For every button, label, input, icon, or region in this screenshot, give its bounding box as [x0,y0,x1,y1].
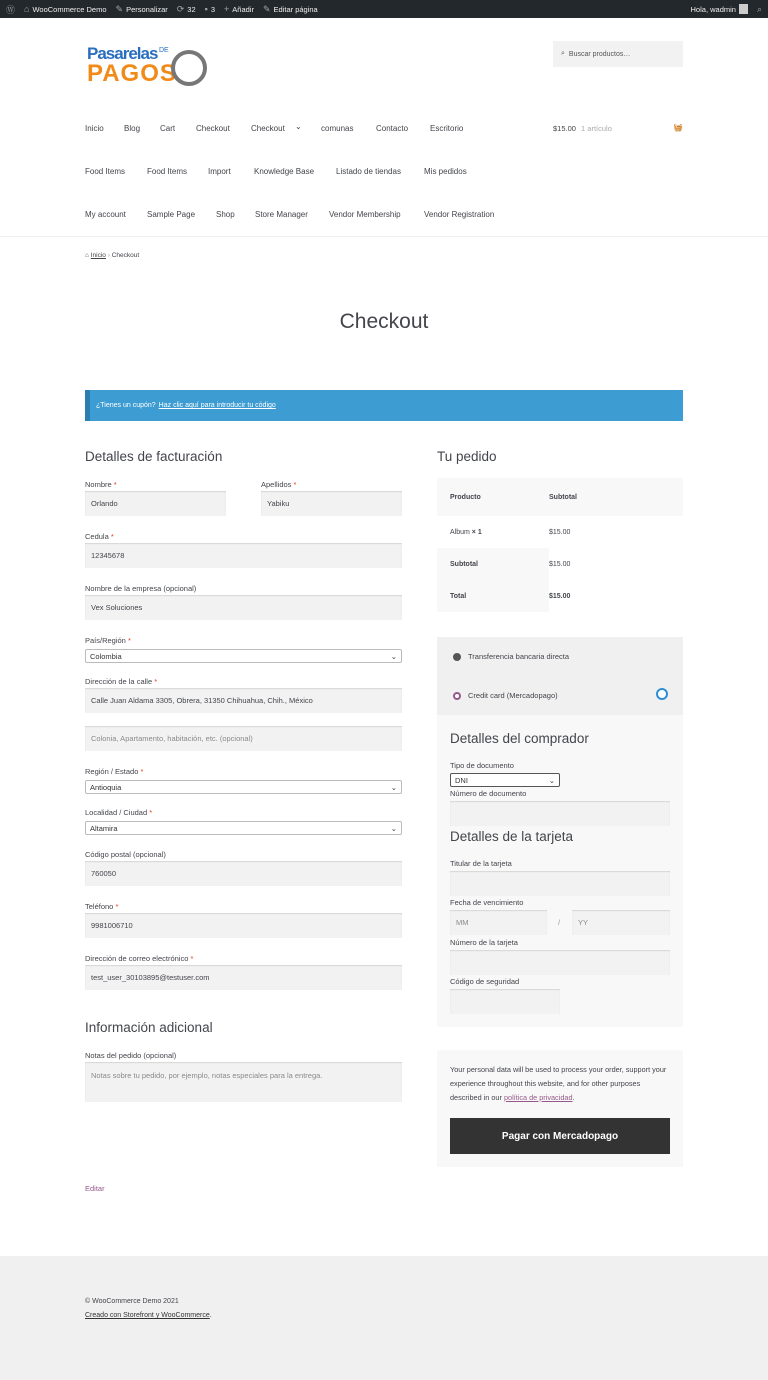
updates-link[interactable] [177,4,196,15]
logo-line1: Pasarelas [87,44,158,63]
chevron-down-icon: ⌄ [390,651,397,661]
cedula-label: Cedula * [85,532,114,541]
additional-title: Información adicional [85,1020,213,1035]
card-number-input[interactable] [450,950,670,975]
updates-icon: ⟳ [176,3,185,14]
telefono-input[interactable]: 9981006710 [85,913,402,938]
apellidos-label: Apellidos * [261,480,297,489]
nav-inicio[interactable]: Inicio [85,124,104,133]
account-menu[interactable] [691,4,748,14]
customize-label: Personalizar [126,4,168,14]
add-new-link[interactable] [224,4,254,14]
search-icon: ⌕ [561,50,565,57]
pencil-icon: ✎ [262,3,271,14]
exp-slash: / [558,918,561,927]
cvv-input[interactable] [450,989,560,1014]
wordpress-logo-icon[interactable]: Ⓦ [6,4,16,15]
search-input[interactable] [553,41,683,67]
chevron-down-icon: ⌄ [390,823,397,833]
ciudad-select[interactable]: Altamira ⌄ [85,821,402,835]
doc-type-label: Tipo de documento [450,761,514,770]
privacy-text: Your personal data will be used to process your order, support your experience throughout this website, and for other purposes described in our política de privacidad. [450,1065,667,1102]
admin-bar [0,0,768,18]
site-logo[interactable] [87,44,212,92]
col-product: Producto [450,493,481,501]
comment-icon: ▪ [204,4,208,14]
subtotal-value: $15.00 [549,560,571,568]
item-qty: × 1 [471,528,482,536]
exp-month-input[interactable]: MM [450,910,547,935]
doc-type-select[interactable]: DNI ⌄ [450,773,560,787]
chevron-down-icon: ⌄ [548,775,555,785]
nav-mis-pedidos[interactable]: Mis pedidos [424,167,467,176]
ciudad-label: Localidad / Ciudad * [85,808,153,817]
apellidos-input[interactable]: Yabiku [261,491,402,516]
order-item-row [437,516,683,548]
add-label: Añadir [232,4,254,14]
edit-label: Editar página [273,4,318,14]
nav-escritorio[interactable]: Escritorio [430,124,464,133]
nav-vendor-registration[interactable]: Vendor Registration [424,210,495,219]
nav-knowledge-base[interactable]: Knowledge Base [254,167,315,176]
place-order-box [437,1050,683,1167]
plus-icon: + [224,4,230,14]
footer-credit: Creado con Storefront y WooCommerce. [85,1312,212,1319]
nombre-input[interactable]: Orlando [85,491,226,516]
col-subtotal: Subtotal [549,493,577,501]
coupon-text: ¿Tienes un cupón? [96,402,156,409]
empresa-input[interactable]: Vex Soluciones [85,595,402,620]
comments-link[interactable] [205,4,215,14]
nav-shop[interactable]: Shop [216,210,235,219]
comments-count: 3 [210,4,216,14]
nombre-label: Nombre * [85,480,117,489]
site-name: WooCommerce Demo [32,4,107,14]
breadcrumb [85,252,139,259]
mercadopago-logo-icon [656,688,668,700]
telefono-label: Teléfono * [85,902,119,911]
coupon-notice [85,390,683,421]
region-select[interactable]: Antioquia ⌄ [85,780,402,794]
customize-link[interactable] [116,4,168,15]
order-table [437,478,683,612]
payment-box [437,637,683,1027]
edit-link[interactable]: Editar [85,1184,105,1193]
basket-icon: 🧺 [673,123,683,132]
postal-input[interactable]: 760050 [85,861,402,886]
breadcrumb-home[interactable]: Inicio [90,252,106,259]
email-input[interactable]: test_user_30103895@testuser.com [85,965,402,990]
nav-food-items[interactable]: Food Items [85,167,126,176]
notes-textarea[interactable]: Notas sobre tu pedido, por ejemplo, notas especiales para la entrega. [85,1062,402,1102]
avatar [739,4,748,14]
item-price: $15.00 [549,528,571,536]
item-name: Album [450,528,470,536]
search-placeholder: Buscar productos… [568,50,631,58]
edit-page-link[interactable] [263,4,318,15]
card-title: Detalles de la tarjeta [450,829,574,844]
chevron-down-icon: ⌄ [390,782,397,792]
breadcrumb-current: Checkout [111,252,140,259]
nav-contacto[interactable]: Contacto [376,124,409,133]
coupon-link[interactable]: Haz clic aquí para introducir tu código [158,402,276,409]
nav-food-items-2[interactable]: Food Items [147,167,188,176]
total-row: Total $15.00 [437,580,683,612]
empresa-label: Nombre de la empresa (opcional) [85,584,197,593]
site-name-link[interactable] [24,4,107,14]
page-title: Checkout [339,310,429,333]
nav-store-manager[interactable]: Store Manager [255,210,308,219]
radio-icon [453,653,461,661]
billing-title: Detalles de facturación [85,449,223,464]
header-cart[interactable] [553,124,683,133]
payment-option-bank[interactable]: Transferencia bancaria directa [453,652,569,661]
nav-vendor-membership[interactable]: Vendor Membership [329,210,401,219]
nav-listado-tiendas[interactable]: Listado de tiendas [336,167,401,176]
nav-comunas[interactable]: comunas [321,124,354,133]
search-icon[interactable]: ⌕ [756,3,762,14]
nav-checkout[interactable]: Checkout [196,124,230,133]
footer-copyright: © WooCommerce Demo 2021 [85,1298,179,1305]
card-number-label: Número de la tarjeta [450,938,518,947]
pais-label: País/Región * [85,636,131,645]
cvv-label: Código de seguridad [450,977,520,986]
updates-count: 32 [187,4,196,14]
email-label: Dirección de correo electrónico * [85,954,194,963]
region-label: Región / Estado * [85,767,144,776]
cedula-input[interactable]: 12345678 [85,543,402,568]
buyer-title: Detalles del comprador [450,731,589,746]
total-value: $15.00 [549,592,571,600]
brush-icon: ✎ [115,3,124,14]
order-header-row [437,478,683,516]
calle-input[interactable]: Calle Juan Aldama 3305, Obrera, 31350 Chihuahua, Chih., México [85,688,402,713]
calle-label: Dirección de la calle * [85,677,158,686]
home-icon: ⌂ [85,252,89,259]
greeting: Hola, wadmin [690,4,736,14]
subtotal-row: Subtotal $15.00 [437,548,683,580]
breadcrumb-separator: › [107,252,110,259]
postal-label: Código postal (opcional) [85,850,166,859]
doc-number-label: Número de documento [450,789,527,798]
chevron-down-icon[interactable]: ⌄ [295,122,302,131]
nav-blog[interactable]: Blog [124,124,141,133]
exp-year-input[interactable]: YY [572,910,670,935]
holder-label: Titular de la tarjeta [450,859,512,868]
header-divider [0,236,768,237]
privacy-policy-link[interactable]: política de privacidad [503,1093,573,1102]
notes-label: Notas del pedido (opcional) [85,1051,177,1060]
cart-total: $15.00 [553,124,576,133]
payment-option-mercadopago[interactable]: Credit card (Mercadopago) [453,691,558,700]
nav-checkout-dropdown[interactable]: Checkout [251,124,285,133]
doc-number-input[interactable] [450,801,670,826]
footer-credit-link[interactable]: Creado con Storefront y WooCommerce [85,1312,210,1319]
logo-line2: PAGOS [87,60,177,87]
footer [0,1256,768,1380]
pay-button[interactable]: Pagar con Mercadopago [450,1118,670,1154]
nav-my-account[interactable]: My account [85,210,126,219]
home-icon: ⌂ [24,4,30,14]
cart-count: 1 artículo [581,124,612,133]
order-title: Tu pedido [437,449,497,464]
nav-import[interactable]: Import [208,167,231,176]
pais-select[interactable]: Colombia ⌄ [85,649,402,663]
exp-label: Fecha de vencimiento [450,898,524,907]
holder-input[interactable] [450,871,670,896]
nav-cart[interactable]: Cart [160,124,176,133]
logo-de: DE [159,47,169,54]
logo-card-icon [171,50,207,86]
radio-checked-icon [453,692,461,700]
nav-sample-page[interactable]: Sample Page [147,210,196,219]
calle2-input[interactable]: Colonia, Apartamento, habitación, etc. (opcional) [85,726,402,751]
